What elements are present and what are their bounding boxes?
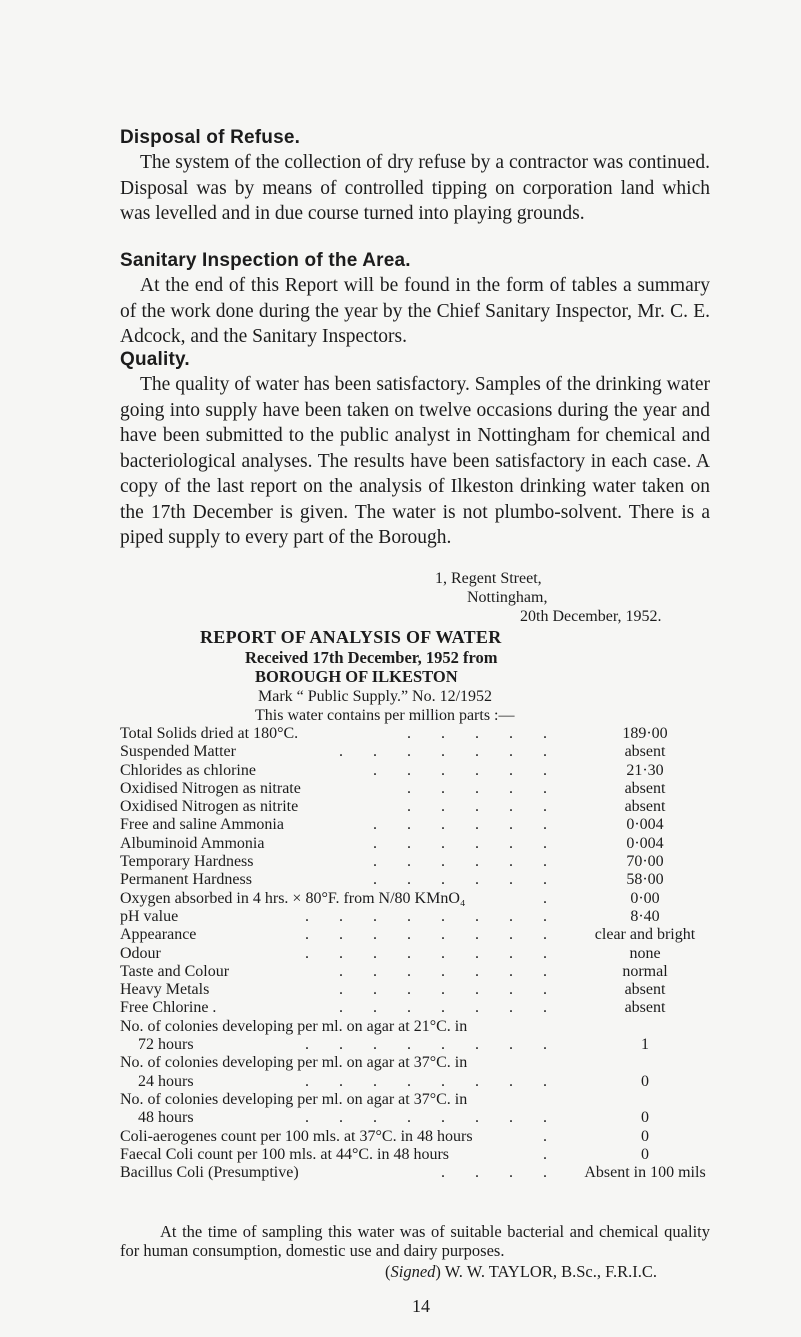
result-value: absent (624, 779, 666, 797)
result-value: normal (622, 962, 668, 980)
address-line-2: Nottingham, (467, 589, 548, 606)
leader-dots: . . . . . (407, 798, 560, 816)
leader-dots: . . . . . . (373, 834, 560, 852)
leader-dots: . . . . . . (373, 816, 560, 834)
heading-disposal-of-refuse: Disposal of Refuse. (120, 127, 301, 148)
leader-dots: . . . . . . . . (305, 1072, 560, 1090)
result-label: Free Chlorine . (120, 999, 217, 1017)
leader-dots: . . . . . . . . (305, 926, 560, 944)
table-row (120, 1018, 710, 1036)
table-row (120, 908, 710, 926)
leader-dots: . . . . . . . (339, 743, 560, 761)
table-row (120, 1109, 710, 1127)
result-label: Suspended Matter (120, 743, 236, 761)
result-label: 72 hours (138, 1036, 194, 1054)
leader-dots: . . . . (441, 1164, 560, 1182)
result-value: clear and bright (594, 926, 696, 944)
leader-dots: . (543, 1145, 560, 1163)
table-row (120, 780, 710, 798)
leader-dots: . . . . . . (373, 871, 560, 889)
result-value: absent (624, 999, 666, 1017)
result-label: No. of colonies developing per ml. on agar at 37°C. in (120, 1054, 468, 1072)
leader-dots: . . . . . (407, 779, 560, 797)
table-row (120, 1146, 710, 1164)
table-row (120, 1091, 710, 1109)
paragraph-disposal-of-refuse: The system of the collection of dry refuse by a contractor was continued. Disposal was by means of controlled tipping on corporation land which was levelled and in due course turned into playing grounds. (120, 152, 710, 224)
leader-dots: . . . . . . . (339, 999, 560, 1017)
footer-statement: At the time of sampling this water was of suitable bacterial and chemical quality for human consumption, domestic use and dairy purposes. (120, 1222, 710, 1260)
leader-dots: . . . . . . . (339, 962, 560, 980)
result-value: 0 (641, 1145, 649, 1163)
signature-line: (Signed) W. W. TAYLOR, B.Sc., F.R.I.C. (385, 1262, 657, 1281)
table-row (120, 1036, 710, 1054)
leader-dots: . . . . . . . . (305, 1036, 560, 1054)
leader-dots: . (543, 889, 560, 907)
result-label: Oxygen absorbed in 4 hrs. × 80°F. from N/80 KMnO₄ (120, 889, 466, 907)
result-label: Odour (120, 944, 161, 962)
result-value: 0·004 (626, 834, 664, 852)
table-row (120, 945, 710, 963)
result-label: Heavy Metals (120, 981, 210, 999)
table-row (120, 853, 710, 871)
leader-dots: . . . . . . . . (305, 1109, 560, 1127)
report-title: REPORT OF ANALYSIS OF WATER (200, 627, 502, 647)
table-row (120, 890, 710, 908)
report-intro: This water contains per million parts :— (255, 707, 515, 724)
result-label: Chlorides as chlorine (120, 761, 256, 779)
result-label: Albuminoid Ammonia (120, 834, 265, 852)
result-value: 0 (641, 1109, 649, 1127)
table-row (120, 1073, 710, 1091)
address-line-1: 1, Regent Street, (435, 570, 542, 587)
result-value: 0 (641, 1127, 649, 1145)
result-value: none (629, 944, 661, 962)
table-row (120, 926, 710, 944)
result-label: Total Solids dried at 180°C. (120, 725, 299, 742)
table-row (120, 725, 710, 743)
result-value: 0 (641, 1072, 649, 1090)
table-row (120, 1054, 710, 1072)
report-received: Received 17th December, 1952 from (245, 648, 498, 667)
table-row (120, 798, 710, 816)
table-row (120, 999, 710, 1017)
heading-quality: Quality. (120, 349, 190, 370)
result-label: Taste and Colour (120, 962, 230, 980)
result-value: 189·00 (622, 725, 668, 742)
table-row (120, 743, 710, 761)
result-value: Absent in 100 mils (584, 1164, 706, 1182)
analysis-results-table (120, 725, 710, 1182)
result-label: Bacillus Coli (Presumptive) (120, 1164, 299, 1182)
paragraph-quality: The quality of water has been satisfactory. Samples of the drinking water going into supply have been taken on twelve occasions during the year and have been submitted to the public analyst in Nottingham for chemical and bacteriological analyses. The results have been satisfactory in each case. A copy of the last report on the analysis of Ilkeston drinking water taken on the 17th December is given. The water is not plumbo-solvent. There is a piped supply to every part of the Borough. (120, 374, 710, 548)
report-mark: Mark “ Public Supply.” No. 12/1952 (258, 688, 493, 705)
table-row (120, 762, 710, 780)
leader-dots: . . . . . . . (339, 981, 560, 999)
result-label: Faecal Coli count per 100 mls. at 44°C. in 48 hours (120, 1145, 450, 1163)
table-row (120, 871, 710, 889)
leader-dots: . . . . . . . . (305, 907, 560, 925)
paragraph-sanitary-inspection: At the end of this Report will be found in the form of tables a summary of the work done during the year by the Chief Sanitary Inspector, Mr. C. E. Adcock, and the Sanitary Inspectors. (120, 275, 710, 347)
leader-dots: . . . . . . . . (305, 944, 560, 962)
result-label: Coli-aerogenes count per 100 mls. at 37°C. in 48 hours (120, 1127, 473, 1145)
result-label: Oxidised Nitrogen as nitrite (120, 798, 299, 816)
result-label: Permanent Hardness (120, 871, 252, 889)
leader-dots: . (543, 1127, 560, 1145)
result-value: 0·00 (630, 889, 660, 907)
result-value: 58·00 (626, 871, 664, 889)
table-row (120, 963, 710, 981)
result-label: pH value (120, 907, 179, 925)
result-value: 70·00 (626, 853, 664, 871)
result-label: No. of colonies developing per ml. on agar at 37°C. in (120, 1090, 468, 1108)
table-row (120, 816, 710, 834)
result-label: Appearance (120, 926, 197, 944)
table-row (120, 1164, 710, 1182)
result-value: 1 (641, 1036, 649, 1054)
table-row (120, 981, 710, 999)
result-value: absent (624, 743, 666, 761)
page-number: 14 (412, 1296, 430, 1316)
table-row (120, 1128, 710, 1146)
result-label: Temporary Hardness (120, 853, 254, 871)
result-value: absent (624, 981, 666, 999)
leader-dots: . . . . . . (373, 761, 560, 779)
result-value: 8·40 (630, 907, 660, 925)
heading-sanitary-inspection: Sanitary Inspection of the Area. (120, 250, 411, 271)
leader-dots: . . . . . (407, 725, 560, 742)
table-row (120, 835, 710, 853)
address-line-3: 20th December, 1952. (520, 608, 662, 625)
result-value: 0·004 (626, 816, 664, 834)
result-label: No. of colonies developing per ml. on agar at 21°C. in (120, 1017, 468, 1035)
result-label: 24 hours (138, 1072, 194, 1090)
result-label: Free and saline Ammonia (120, 816, 284, 834)
report-borough: BOROUGH OF ILKESTON (255, 667, 458, 686)
result-value: 21·30 (626, 761, 664, 779)
result-label: Oxidised Nitrogen as nitrate (120, 779, 301, 797)
result-value: absent (624, 798, 666, 816)
result-label: 48 hours (138, 1109, 194, 1127)
leader-dots: . . . . . . (373, 853, 560, 871)
